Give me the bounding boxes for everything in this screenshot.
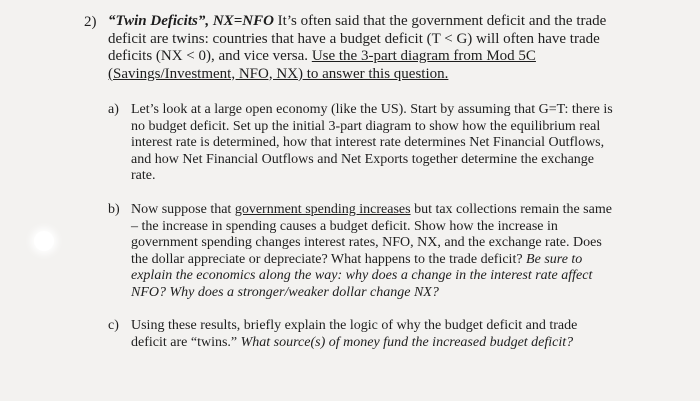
question-instruction: Use the 3-part diagram from Mod 5C (Savings/Investment, NFO, NX) to answer this question.	[108, 48, 536, 82]
part-b-italic: Be sure to explain the economics along the way: why does a change in the interest rate affect NFO? Why does a stronger/weaker dollar change NX?	[131, 251, 593, 300]
part-b-text-1: Now suppose that	[131, 202, 235, 217]
part-b-label: b)	[108, 202, 120, 217]
part-c-label: c)	[108, 318, 119, 333]
part-b-text	[131, 202, 615, 302]
question-intro: It’s often said that the government deficit and the trade deficit are twins: countries that have a budget deficit (T < G) will often have trade deficits (NX < 0), and vice versa.	[108, 13, 607, 64]
part-c-text	[131, 318, 615, 351]
glare-spot	[34, 231, 54, 251]
part-a-label: a)	[108, 102, 119, 117]
part-c-text-main: Using these results, briefly explain the logic of why the budget deficit and trade deficit are “twins.”	[131, 318, 578, 350]
part-b-text-2: but tax collections remain the same – the increase in spending causes a budget deficit. Show how the increase in government spending changes interest rates, NFO, NX, and the exchange rate. Does the dollar appreciate or depreciate? What happens to the trade deficit?	[131, 202, 612, 267]
part-b-underlined: government spending increases	[234, 202, 411, 217]
question-prompt	[108, 13, 613, 83]
question-number: 2)	[84, 14, 97, 30]
question-title: “Twin Deficits”, NX=NFO	[108, 13, 274, 29]
part-c-italic: What source(s) of money fund the increased budget deficit?	[240, 334, 574, 350]
part-a-text: Let’s look at a large open economy (like the US). Start by assuming that G=T: there is no budget deficit. Set up the initial 3-part diagram to show how the equilibrium real interest rate is determined, how that interest rate determines Net Financial Outflows, and how Net Financial Outflows and Net Exports together determine the exchange rate.	[131, 102, 613, 184]
